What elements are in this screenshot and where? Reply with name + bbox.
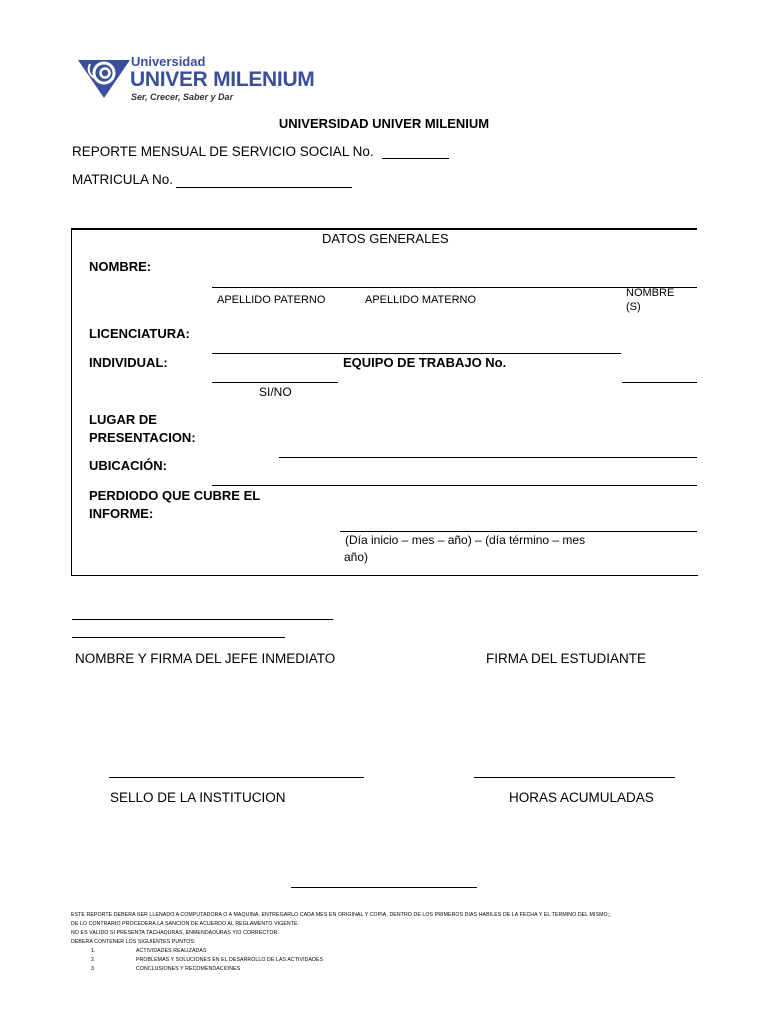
- logo-big-text: UNIVER MILENIUM: [130, 68, 315, 91]
- note-line-1: ESTE REPORTE DEBERA SER LLENADO A COMPUTADORA O A MAQUINA, ENTREGARLO CADA MES EN ORIGINAL Y COPIA, DENTRO DE LOS PRIMEROS DIAS HABILES DE LA FECHA Y EL TERMINO DEL MISMO;;: [71, 912, 611, 918]
- notes-block: [71, 911, 711, 974]
- individual-field[interactable]: [212, 382, 338, 383]
- note-list-item: [71, 965, 711, 974]
- equipo-label: EQUIPO DE TRABAJO No.: [343, 355, 507, 370]
- estudiante-signature-label: FIRMA DEL ESTUDIANTE: [486, 651, 647, 666]
- note-list-num: 3.: [91, 966, 96, 972]
- sino-hint: SI/NO: [259, 385, 292, 399]
- horas-label: HORAS ACUMULADAS: [509, 790, 654, 805]
- note-list-num: 1.: [91, 948, 96, 954]
- apellido-materno-label: APELLIDO MATERNO: [365, 294, 477, 306]
- lugar-label-line2: PRESENTACION:: [89, 430, 196, 445]
- nombre-label: NOMBRE:: [89, 259, 152, 274]
- periodo-hint: [345, 532, 585, 566]
- lugar-field[interactable]: [279, 457, 697, 458]
- periodo-hint-line2: año): [344, 550, 369, 564]
- lugar-label-line1: LUGAR DE: [89, 412, 157, 427]
- nombre-field[interactable]: [212, 287, 697, 288]
- nombres-label-line1: NOMBRE: [626, 287, 675, 299]
- note-list-item: [71, 956, 711, 965]
- note-line-2: DE LO CONTRARIO PROCEDERA LA SANCION DE ACUERDO AL REGLAMENTO VIGENTE.: [71, 921, 300, 927]
- page-title: UNIVERSIDAD UNIVER MILENIUM: [278, 116, 490, 131]
- note-list-num: 2.: [91, 957, 96, 963]
- jefe-signature-line-1[interactable]: [72, 619, 333, 620]
- note-line-3: NO ES VALIDO SI PRESENTA TACHADURAS, ENMENDADURAS Y/O CORRECTOR.: [71, 930, 279, 936]
- nombres-label: [626, 286, 674, 314]
- ubicacion-label: UBICACIÓN:: [89, 458, 167, 473]
- jefe-signature-line-2[interactable]: [72, 637, 285, 638]
- note-list-text: CONCLUSIONES Y RECOMENDACIONES: [136, 966, 241, 972]
- nombres-label-line2: (S): [626, 301, 641, 313]
- extra-signature-line[interactable]: [291, 887, 477, 888]
- periodo-hint-line1: (Día inicio – mes – año) – (día término – mes: [345, 533, 586, 547]
- logo-small-text: Universidad: [131, 54, 206, 69]
- licenciatura-field[interactable]: [212, 353, 621, 354]
- report-number-label: REPORTE MENSUAL DE SERVICIO SOCIAL No.: [72, 144, 374, 159]
- datos-generales-box: [71, 229, 698, 576]
- periodo-label: [89, 487, 260, 523]
- box-top-border: [71, 228, 697, 230]
- individual-label: INDIVIDUAL:: [89, 355, 168, 370]
- matricula-label: MATRICULA No.: [72, 172, 174, 187]
- datos-generales-header: DATOS GENERALES: [322, 231, 449, 246]
- note-line-4: DEBERA CONTENER LOS SIGUIENTES PUNTOS:: [71, 939, 196, 945]
- matricula-field[interactable]: [176, 187, 352, 188]
- licenciatura-label: LICENCIATURA:: [89, 326, 190, 341]
- note-list-item: [71, 947, 711, 956]
- note-list-text: ACTIVIDADES REALIZADAS: [136, 948, 207, 954]
- logo-swirl-icon: [76, 56, 132, 100]
- sello-label: SELLO DE LA INSTITUCION: [110, 790, 286, 805]
- ubicacion-field[interactable]: [212, 485, 697, 486]
- periodo-label-line1: PERDIODO QUE CUBRE EL: [89, 488, 261, 503]
- equipo-field[interactable]: [622, 382, 697, 383]
- horas-line[interactable]: [474, 777, 675, 778]
- apellido-paterno-label: APELLIDO PATERNO: [217, 294, 326, 306]
- report-number-field[interactable]: [382, 158, 449, 159]
- logo-tagline: Ser, Crecer, Saber y Dar: [131, 92, 234, 102]
- note-list-text: PROBLEMAS Y SOLUCIONES EN EL DESARROLLO DE LAS ACTIVIDADES: [136, 957, 324, 963]
- lugar-label: [89, 411, 196, 447]
- university-logo: [76, 54, 315, 106]
- sello-line[interactable]: [109, 777, 364, 778]
- periodo-label-line2: INFORME:: [89, 506, 154, 521]
- jefe-signature-label: NOMBRE Y FIRMA DEL JEFE INMEDIATO: [75, 651, 336, 666]
